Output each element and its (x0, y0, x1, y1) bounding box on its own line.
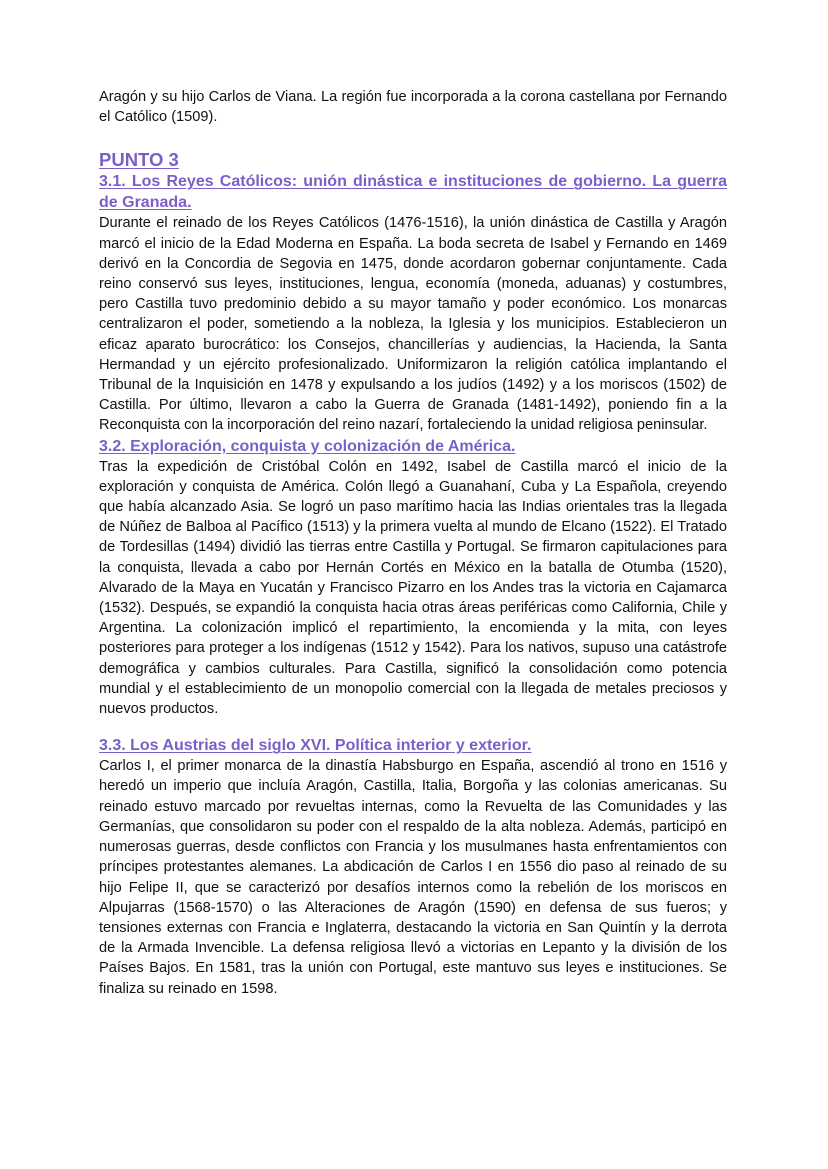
document-page (99, 87, 727, 999)
section-spacer (99, 719, 727, 735)
intro-paragraph: Aragón y su hijo Carlos de Viana. La región fue incorporada a la corona castellana por Fernando el Católico (1509). (99, 89, 727, 126)
punto-heading: PUNTO 3 (99, 149, 179, 171)
section-body-3-1: Durante el reinado de los Reyes Católicos (1476-1516), la unión dinástica de Castilla y Aragón marcó el inicio de la Edad Moderna en España. La boda secreta de Isabel y Fernando en 1469 derivó en la Concordia de Segovia en 1475, donde acordaron gobernar conjuntamente. Cada reino conservó sus leyes, instituciones, lengua, economía (moneda, aduanas) y costumbres, pero Castilla tuvo predominio debido a su mayor tamaño y poder económico. Los monarcas centralizaron el poder, sometiendo a la nobleza, la Iglesia y los municipios. Establecieron un eficaz aparato burocrático: los Consejos, chancillerías y audiencias, la Hacienda, la Santa Hermandad y un ejército profesionalizado. Uniformizaron la religión católica implantando el Tribunal de la Inquisición en 1478 y expulsando a los judíos (1492) y a los moriscos (1502) de Castilla. Por último, llevaron a cabo la Guerra de Granada (1481-1492), poniendo fin a la Reconquista con la incorporación del reino nazarí, fortaleciendo la unidad religiosa peninsular. (99, 215, 727, 434)
section-title-3-2: 3.2. Exploración, conquista y colonización de América. (99, 437, 516, 455)
section-title-3-3: 3.3. Los Austrias del siglo XVI. Política interior y exterior. (99, 737, 532, 755)
section-body-3-3: Carlos I, el primer monarca de la dinastía Habsburgo en España, ascendió al trono en 1516 y heredó un imperio que incluía Aragón, Castilla, Italia, Borgoña y las colonias americanas. Su reinado estuvo marcado por revueltas internas, como la Revuelta de las Comunidades y las Germanías, que consolidaron su poder con el respaldo de la alta nobleza. Además, participó en numerosas guerras, desde conflictos con Francia y los musulmanes hasta enfrentamientos con príncipes protestantes alemanes. La abdicación de Carlos I en 1556 dio paso al reinado de su hijo Felipe II, que se caracterizó por desafíos internos como la rebelión de los moriscos en Alpujarras (1568-1570) o las Alteraciones de Aragón (1590) en defensa de sus fueros; y tensiones externas con Francia e Inglaterra, destacando la victoria en San Quintín y la derrota de la Armada Invencible. La defensa religiosa llevó a victorias en Lepanto y la división de los Países Bajos. En 1581, tras la unión con Portugal, este mantuvo sus leyes e instituciones. Se finaliza su reinado en 1598. (99, 758, 727, 997)
section-title-3-1: 3.1. Los Reyes Católicos: unión dinástica e instituciones de gobierno. La guerra de Granada. (99, 173, 727, 212)
section-body-3-2: Tras la expedición de Cristóbal Colón en 1492, Isabel de Castilla marcó el inicio de la exploración y conquista de América. Colón llegó a Guanahaní, Cuba y La Española, creyendo que había alcanzado Asia. Se logró un paso marítimo hacia las Indias orientales tras la llegada de Núñez de Balboa al Pacífico (1513) y la primera vuelta al mundo de Elcano (1522). El Tratado de Tordesillas (1494) dividió las tierras entre Castilla y Portugal. Se firmaron capitulaciones para la conquista, llevada a cabo por Hernán Cortés en México en la batalla de Otumba (1520), Alvarado de la Maya en Yucatán y Francisco Pizarro en los Andes tras la victoria en Cajamarca (1532). Después, se expandió la conquista hacia otras áreas periféricas como California, Chile y Argentina. La colonización implicó el repartimiento, la encomienda y la mita, con leyes posteriores para proteger a los indígenas (1512 y 1542). Para los nativos, supuso una catástrofe demográfica y cambios culturales. Para Castilla, significó la consolidación como potencia mundial y el establecimiento de un monopolio comercial con la llegada de metales preciosos y nuevos productos. (99, 458, 727, 718)
